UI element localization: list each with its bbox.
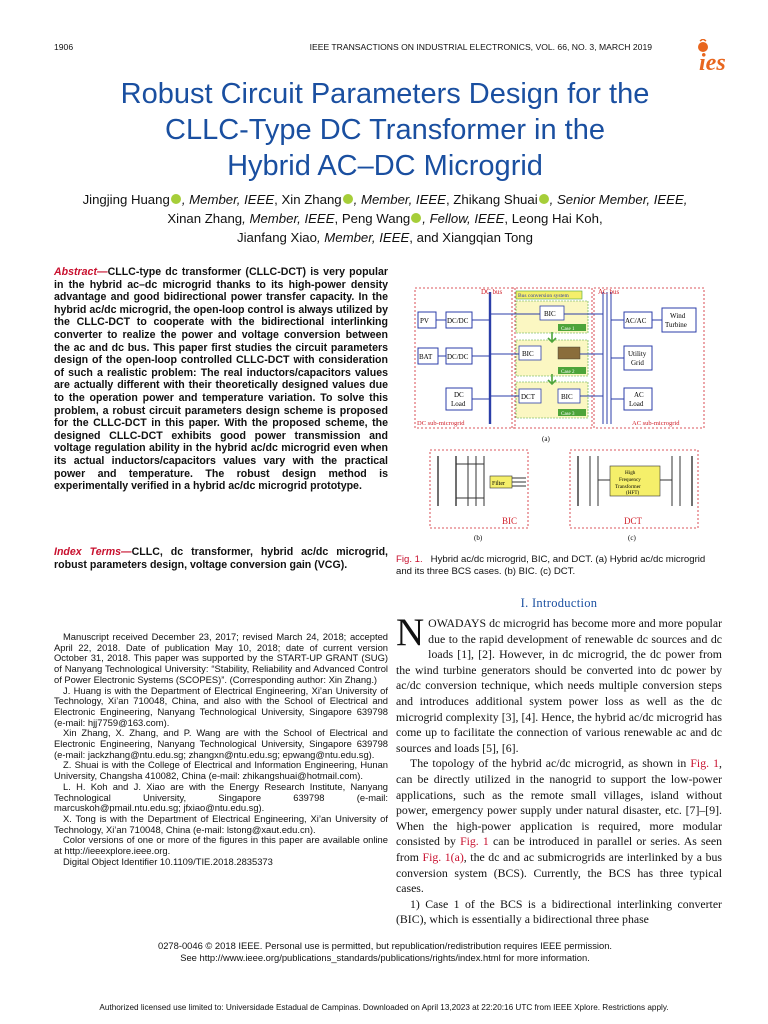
abstract — [54, 266, 388, 493]
author-list: Jingjing Huang , Member, IEEE, Xin Zhang , Member, IEEE, Zhikang Shuai , Senior Member, IEEE, Xinan Zhang, Member, IEEE, Peng Wang , Fellow, IEEE, Leong Hai Koh, Jianfang Xiao, Member, IEEE, and Xiangqian Tong — [82, 192, 688, 245]
index-terms-text: CLLC, dc transformer, hybrid ac/dc microgrid, robust parameters design, voltage conversion gain (VCG). — [54, 546, 388, 571]
dcdc-block-2: DC/DC — [447, 353, 469, 361]
ac-load-block: AC — [634, 391, 644, 399]
paragraph-2: The topology of the hybrid ac/dc microgrid, as shown in Fig. 1, can be directly utilized in the nanogrid to support the low-power applications, such as the remote small villages, island without power, emergency power supply under natural disaster, etc. [7]–[9]. When the high-power application is required, more modular consisted by Fig. 1 can be introduced in parallel or series. As seen from Fig. 1(a), the dc and ac submicrogrids are interlinked by a bus conversion system (BCS). Currently, the BCS has three typical cases. — [396, 756, 722, 896]
dct-circuit — [570, 450, 698, 528]
index-terms — [54, 546, 388, 571]
case-2-label: Case 2 — [561, 370, 575, 375]
footnote-doi: Digital Object Identifier 10.1109/TIE.2018.2835373 — [63, 855, 273, 867]
body-text — [396, 611, 722, 928]
bcs-title: Bus conversion system — [518, 293, 569, 299]
subfig-b-label: (b) — [474, 534, 483, 542]
ac-bus-label: AC bus — [598, 288, 620, 296]
abstract-label: Abstract— — [54, 266, 108, 278]
svg-text:Load: Load — [629, 400, 644, 408]
footnotes — [54, 632, 388, 867]
bic-title: BIC — [502, 516, 518, 526]
bat-block: BAT — [419, 353, 433, 361]
footnote-affiliation: Z. Shuai is with the College of Electrical and Information Engineering, Hunan University, Changsha 410082, China (e-mail: zhikangshuai@hotmail.com). — [54, 759, 388, 782]
transformer-icon — [558, 347, 580, 359]
hft-block: High — [625, 470, 636, 476]
bic-circuit — [430, 450, 528, 528]
orcid-icon — [411, 213, 421, 223]
list-item-1: 1) Case 1 of the BCS is a bidirectional interlinking converter (BIC), which is essentially a bidirectional three phase — [396, 896, 722, 927]
dct-title: DCT — [624, 516, 642, 526]
orcid-icon — [171, 194, 181, 204]
journal-header: IEEE TRANSACTIONS ON INDUSTRIAL ELECTRONICS, VOL. 66, NO. 3, MARCH 2019 — [309, 42, 652, 52]
svg-text:Load: Load — [451, 400, 466, 408]
figure-1 — [410, 284, 730, 544]
orcid-icon — [539, 194, 549, 204]
case-3-bic: BIC — [561, 393, 573, 401]
footnote-color: Color versions of one or more of the figures in this paper are available online at http://ieeexplore.ieee.org. — [54, 834, 388, 857]
dc-bus-label: DC bus — [481, 288, 503, 296]
figure-link[interactable]: Fig. 1(a) — [422, 849, 464, 864]
orcid-icon — [343, 194, 353, 204]
abstract-text: CLLC-type dc transformer (CLLC-DCT) is very popular in the hybrid ac–dc microgrid thanks to its high-power density advantage and good bidirectional power transfer capacity. In the hybrid ac/dc microgrid, the open-loop control is always utilized by the CLLC-DCT to cooperate with the bidirectional interlinking converter to realize the power and voltage conversion between the ac and dc bus. This paper first studies the circuit parameters design of the open-loop controlled CLLC-DCT with consideration of such a realistic problem: The real inductors/capacitors values are actually different with their theoretically designed values due to the operation power and temperature variation. To solve this problem, a robust circuit parameters design scheme is proposed for the CLLC-DCT in this paper. With the proposed scheme, the designed CLLC-DCT exhibits good power transmission and voltage regulation ability in the hybrid ac/dc microgrid even when its actual inductors/capacitors values vary with the practical power and temperature. The robust design method is experimentally verified in a hybrid ac/dc microgrid prototype. — [54, 266, 388, 493]
svg-text:Transformer: Transformer — [615, 484, 641, 490]
case-2-bic: BIC — [522, 350, 534, 358]
wind-turbine-block: Wind — [670, 312, 686, 320]
footnote-manuscript: Manuscript received December 23, 2017; revised March 24, 2018; accepted April 22, 2018. Date of publication May 10, 2018; date of current version October 31, 2018. This paper was supported by the START-UP GRANT (SUG) of Nanyang Technological University: “Stability, Reliability and Advanced Control of Power Electronic Systems (SCOPES)”. (Corresponding author: Xin Zhang.) — [54, 631, 388, 685]
footnote-affiliation: J. Huang is with the Department of Electrical Engineering, Xi’an University of Technology, Xi’an 710048, China, and also with the School of Electrical and Electronic Engineering, Nanyang Technological University, Singapore 639798 (e-mail: hjj7759@163.com). — [54, 684, 388, 728]
paragraph-1: NOWADAYS dc microgrid has become more and more popular due to the rapid development of renewable dc sources and dc loads [1], [2]. However, in dc microgrid, the dc power from the wind turbine generators should be converted into dc power by ac/dc conversion technique, which needs multiple conversion steps and introduces additional system power loss as well as the dc microgrid complexity [3], [4]. Hence, the hybrid ac/dc microgrid has come up to facilitate the connection of various renewable ac and dc sources and loads [5], [6]. — [396, 611, 722, 755]
figure-caption: Fig. 1. Hybrid ac/dc microgrid, BIC, and DCT. (a) Hybrid ac/dc microgrid and its three BCS cases. (b) BIC. (c) DCT. — [396, 554, 706, 577]
dcdc-block-1: DC/DC — [447, 317, 469, 325]
footnote-affiliation: X. Tong is with the Department of Electrical Engineering, Xi’an University of Technology, Xi’an 710048, China (e-mail: lstong@xaut.edu.cn). — [54, 812, 388, 835]
ies-logo — [696, 39, 740, 73]
ac-submicrogrid-label: AC sub-microgrid — [632, 420, 680, 427]
footnote-affiliation: L. H. Koh and J. Xiao are with the Energy Research Institute, Nanyang Technological University, Singapore 639798 (e-mail: marcuskoh@pmail.ntu.edu.sg; jfxiao@ntu.edu.sg). — [54, 780, 388, 814]
case-1-bic: BIC — [544, 310, 556, 318]
authorized-use-notice: Authorized licensed use limited to: Universidade Estadual de Campinas. Downloaded on April 13,2023 at 22:20:16 UTC from IEEE Xplore. Restrictions apply. — [99, 1003, 669, 1012]
svg-text:Frequency: Frequency — [619, 477, 641, 483]
acac-block: AC/AC — [625, 317, 647, 325]
case-1-label: Case 1 — [561, 327, 575, 332]
pv-block: PV — [420, 317, 429, 325]
subfig-c-label: (c) — [628, 534, 636, 542]
svg-text:(HFT): (HFT) — [626, 490, 640, 496]
figure-link[interactable]: Fig. 1 — [690, 756, 720, 771]
dc-load-block: DC — [454, 391, 464, 399]
drop-cap: N — [396, 611, 425, 654]
case-3-label: Case 3 — [561, 412, 575, 417]
dc-submicrogrid-label: DC sub-microgrid — [417, 420, 465, 427]
paper-title: Robust Circuit Parameters Design for the CLLC-Type DC Transformer in the Hybrid AC–DC Microgrid — [120, 78, 650, 182]
logo-text: ies — [699, 50, 726, 73]
index-terms-label: Index Terms— — [54, 546, 132, 558]
svg-text:Turbine: Turbine — [665, 321, 687, 329]
subfig-a-label: (a) — [542, 435, 550, 443]
section-heading: I. Introduction — [520, 596, 598, 610]
footnote-affiliation: Xin Zhang, X. Zhang, and P. Wang are with the School of Electrical and Electronic Engineering, Nanyang Technological University, Singapore 639798 (e-mail: jackzhang@ntu.edu.sg; zhangxn@ntu.edu.sg; epwang@ntu.edu.sg). — [54, 727, 388, 760]
copyright-notice: 0278-0046 © 2018 IEEE. Personal use is permitted, but republication/redistribution requires IEEE permission. See http://www.ieee.org/publications_standards/publications/rights/index.html for more information. — [157, 940, 613, 963]
filter-block: Filter — [492, 481, 505, 487]
case-3-dct: DCT — [521, 393, 535, 401]
figure-link[interactable]: Fig. 1 — [460, 834, 489, 849]
svg-text:Grid: Grid — [631, 359, 644, 367]
utility-grid-block: Utility — [628, 350, 647, 358]
page-number: 1906 — [54, 42, 74, 52]
